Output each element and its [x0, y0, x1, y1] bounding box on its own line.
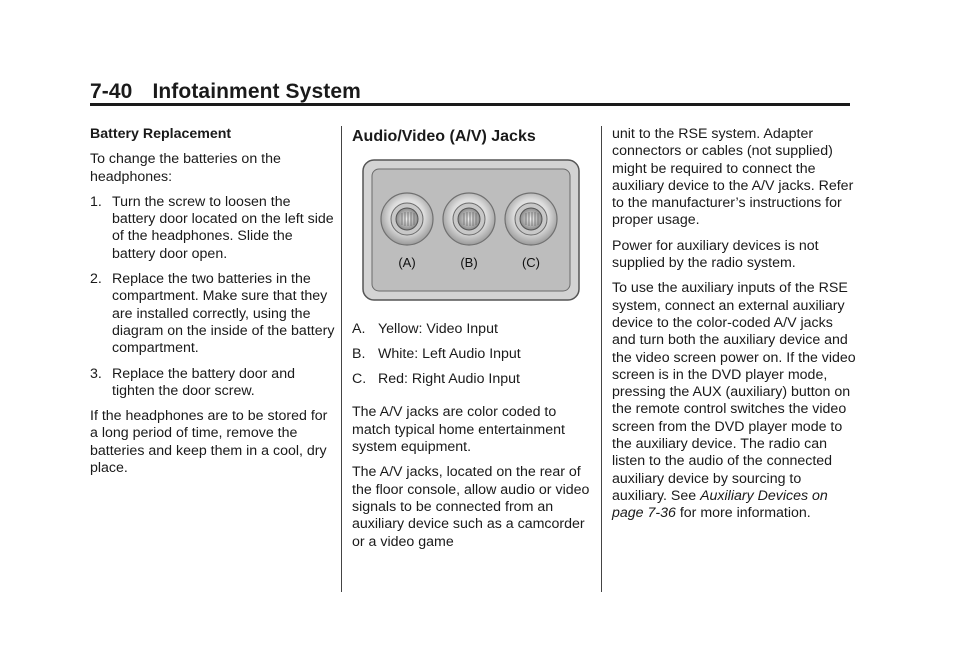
body-paragraph	[612, 280, 857, 522]
legend-item	[352, 346, 592, 363]
subheading: Battery Replacement	[90, 126, 232, 142]
legend-letter: A.	[352, 320, 366, 337]
column-2	[352, 126, 592, 559]
step-text: Replace the battery door and tighten the door screw.	[112, 365, 295, 399]
step-text: Turn the screw to loosen the battery door located on the left side of the headphones. Slide the battery door open.	[112, 193, 334, 262]
step-number: 2.	[90, 271, 102, 288]
jack-a	[381, 193, 433, 245]
step-number: 3.	[90, 365, 102, 382]
body-paragraph: The A/V jacks are color coded to match typical home entertainment system equipment.	[352, 404, 565, 456]
body-paragraph: The A/V jacks, located on the rear of the floor console, allow audio or video signals to be connected from an auxiliary device such as a camcorder or a video game	[352, 464, 590, 550]
legend-text: Yellow: Video Input	[378, 320, 498, 337]
header-rule	[90, 103, 850, 106]
jack-b	[443, 193, 495, 245]
body-paragraph: Power for auxiliary devices is not supplied by the radio system.	[612, 237, 819, 272]
intro-text: To change the batteries on the headphones:	[90, 151, 281, 185]
av-jacks-figure	[362, 159, 592, 306]
jack-c-label: (C)	[521, 255, 541, 271]
column-3	[612, 126, 857, 531]
section-title: Infotainment System	[152, 80, 361, 103]
column-1	[90, 126, 335, 485]
av-jacks-illustration	[362, 159, 580, 301]
legend-item	[352, 321, 592, 338]
page-number: 7-40	[90, 80, 133, 103]
legend-letter: B.	[352, 345, 366, 362]
closing-text: If the headphones are to be stored for a long period of time, remove the batteries and keep them in a cool, dry place.	[90, 408, 328, 477]
body-text: for more information.	[675, 505, 811, 522]
legend-text: Red: Right Audio Input	[378, 371, 520, 388]
header-title	[90, 80, 850, 104]
cross-reference-link[interactable]: Auxiliary Devices on page 7-36	[612, 487, 828, 522]
step-number: 1.	[90, 193, 102, 210]
column-divider	[601, 126, 602, 592]
legend-item	[352, 371, 592, 388]
body-paragraph: unit to the RSE system. Adapter connectors or cables (not supplied) might be required to connect the auxiliary device to the A/V jacks. Refer to the manufacturer’s instructions for proper usage.	[612, 126, 854, 229]
body-text: To use the auxiliary inputs of the RSE system, connect an external auxiliary device to the color-coded A/V jacks and turn both the auxiliary device and the video screen power on. If the video screen is in the DVD player mode, pressing the AUX (auxiliary) button on the remote control switches the video screen from the DVD player mode to the auxiliary device. The radio can listen to the audio of the connected auxiliary device by sourcing to auxiliary. See	[612, 280, 856, 504]
step-text: Replace the two batteries in the compartment. Make sure that they are installed correctly, using the diagram on the inside of the battery compartment.	[112, 271, 335, 357]
column-divider	[341, 126, 342, 592]
page-header	[90, 80, 850, 104]
jack-b-label: (B)	[460, 255, 478, 271]
jack-a-label: (A)	[398, 255, 416, 271]
step-item	[90, 194, 335, 263]
step-item	[90, 271, 335, 357]
legend-letter: C.	[352, 371, 367, 388]
step-item	[90, 366, 335, 401]
legend-text: White: Left Audio Input	[378, 345, 521, 362]
jack-c	[505, 193, 557, 245]
section-heading: Audio/Video (A/V) Jacks	[352, 128, 536, 145]
